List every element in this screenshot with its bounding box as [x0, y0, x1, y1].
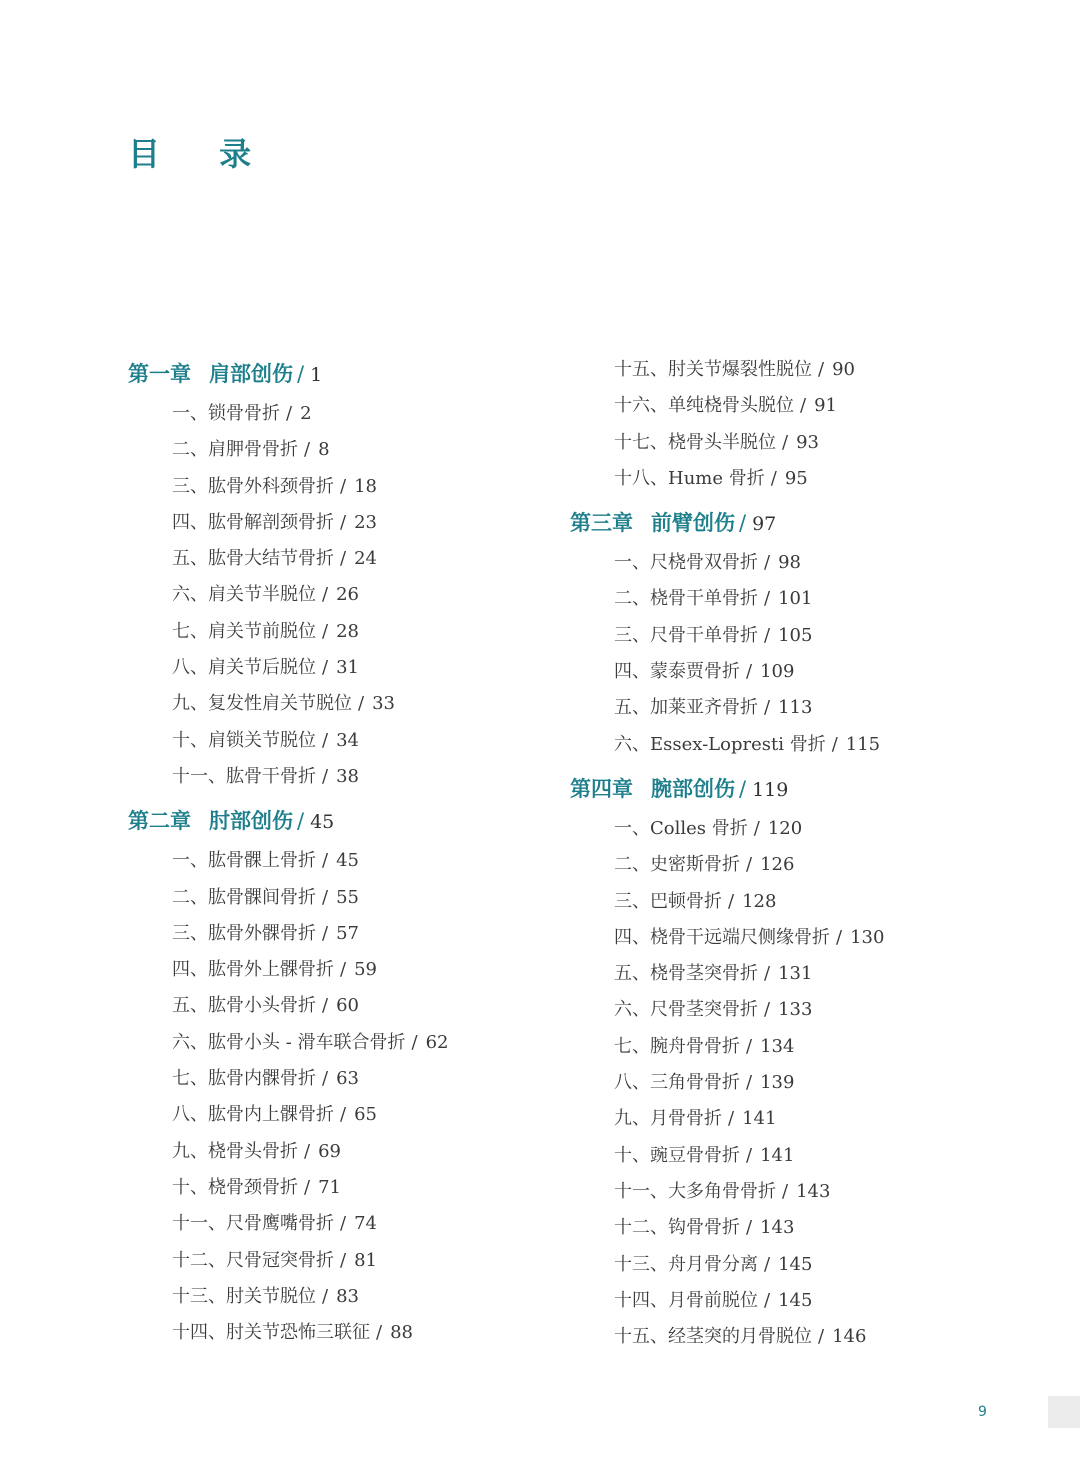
entry-page: 33 — [372, 693, 395, 715]
entry-label: 一、尺桡骨双骨折 — [614, 552, 758, 574]
entry-page: 60 — [336, 995, 359, 1017]
entry-page: 24 — [354, 548, 377, 570]
entry-page: 120 — [767, 817, 803, 839]
entry-page: 128 — [742, 890, 777, 912]
toc-entry[interactable] — [128, 988, 568, 1024]
toc-entry[interactable] — [128, 432, 568, 468]
entry-label: 六、肩关节半脱位 — [172, 584, 316, 606]
entry-page: 38 — [336, 765, 359, 787]
chapter-title: 肩部创伤 — [209, 362, 293, 386]
entry-page: 131 — [778, 963, 813, 985]
toc-entry[interactable] — [570, 1210, 1050, 1246]
entry-label: 十七、桡骨头半脱位 — [614, 431, 776, 453]
separator: / — [782, 1180, 789, 1202]
toc-entry[interactable] — [570, 1029, 1050, 1065]
entry-page: 55 — [336, 886, 359, 908]
toc-entry[interactable] — [128, 1206, 568, 1242]
chapter-heading[interactable] — [570, 501, 1050, 545]
entry-label: 二、肩胛骨骨折 — [172, 439, 298, 461]
entry-page: 109 — [760, 661, 795, 683]
entry-label: 七、腕舟骨骨折 — [614, 1035, 740, 1057]
toc-entry[interactable] — [128, 952, 568, 988]
entry-label: 二、肱骨髁间骨折 — [172, 886, 316, 908]
separator: / — [322, 620, 329, 642]
toc-entry[interactable] — [570, 847, 1050, 883]
page-edge-tab — [1048, 1396, 1080, 1428]
entry-page: 26 — [336, 584, 359, 606]
toc-entry[interactable] — [570, 581, 1050, 617]
chapter-block — [570, 501, 1050, 763]
entry-label: 五、肱骨小头骨折 — [172, 995, 316, 1017]
entry-label: 十一、大多角骨骨折 — [614, 1180, 776, 1202]
entry-page: 69 — [318, 1140, 341, 1162]
entry-label: 三、肱骨外科颈骨折 — [172, 475, 334, 497]
toc-entry[interactable] — [570, 1247, 1050, 1283]
toc-entry[interactable] — [128, 880, 568, 916]
separator: / — [322, 922, 329, 944]
entry-page: 133 — [778, 999, 813, 1021]
entry-label: 十三、肘关节脱位 — [172, 1285, 316, 1307]
entry-page: 65 — [354, 1104, 377, 1126]
entry-label: 九、月骨骨折 — [614, 1108, 722, 1130]
entry-label: 四、蒙泰贾骨折 — [614, 661, 740, 683]
entry-label: 四、桡骨干远端尺侧缘骨折 — [614, 926, 830, 948]
toc-entry[interactable] — [128, 396, 568, 432]
entry-page: 113 — [778, 697, 813, 719]
separator: / — [746, 1072, 753, 1094]
entry-page: 18 — [354, 475, 377, 497]
entry-label: 三、巴顿骨折 — [614, 890, 722, 912]
chapter-block — [128, 799, 568, 1351]
separator: / — [739, 511, 747, 536]
toc-entry[interactable] — [128, 723, 568, 759]
entry-label: 一、锁骨骨折 — [172, 403, 280, 424]
separator: / — [770, 467, 777, 489]
toc-entry[interactable] — [570, 388, 1050, 424]
chapter-heading[interactable] — [128, 352, 568, 396]
chapter-page: 97 — [752, 513, 777, 536]
entry-label: 六、肱骨小头 - 滑车联合骨折 — [172, 1031, 406, 1053]
entry-page: 2 — [300, 403, 312, 424]
toc-entry[interactable] — [570, 1138, 1050, 1174]
toc-entry[interactable] — [570, 884, 1050, 920]
separator: / — [782, 431, 789, 453]
entry-label: 八、肩关节后脱位 — [172, 657, 316, 679]
separator: / — [322, 584, 329, 606]
entry-label: 十五、经茎突的月骨脱位 — [614, 1326, 812, 1348]
chapter-page: 119 — [752, 778, 789, 801]
entry-list-continued — [570, 352, 1050, 497]
separator: / — [358, 693, 365, 715]
entry-page: 91 — [814, 395, 837, 417]
separator: / — [739, 776, 747, 801]
entry-label: 四、肱骨外上髁骨折 — [172, 959, 334, 981]
entry-label: 十五、肘关节爆裂性脱位 — [614, 359, 812, 380]
toc-entry[interactable] — [570, 956, 1050, 992]
page-number: 9 — [978, 1404, 987, 1420]
entry-page: 90 — [832, 359, 855, 380]
entry-label: 五、桡骨茎突骨折 — [614, 963, 758, 985]
separator: / — [728, 890, 735, 912]
entry-label: 五、肱骨大结节骨折 — [172, 548, 334, 570]
entry-page: 28 — [336, 620, 359, 642]
chapter-title: 前臂创伤 — [651, 511, 735, 536]
chapter-title: 腕部创伤 — [651, 776, 735, 801]
chapter-page: 45 — [310, 811, 335, 834]
entry-page: 98 — [778, 552, 801, 574]
entry-label: 十六、单纯桡骨头脱位 — [614, 395, 794, 417]
separator: / — [322, 1068, 329, 1090]
entry-label: 七、肩关节前脱位 — [172, 620, 316, 642]
entry-label: 十一、肱骨干骨折 — [172, 765, 316, 787]
separator: / — [764, 999, 771, 1021]
entry-page: 146 — [832, 1326, 867, 1348]
entry-page: 145 — [778, 1289, 813, 1311]
entry-page: 81 — [354, 1249, 377, 1271]
chapter-number: 第四章 — [570, 776, 633, 801]
entry-label: 三、肱骨外髁骨折 — [172, 922, 316, 944]
separator: / — [764, 588, 771, 610]
toc-entry[interactable] — [128, 1170, 568, 1206]
toc-entry[interactable] — [570, 352, 1050, 388]
toc-entry[interactable] — [128, 650, 568, 686]
separator: / — [286, 403, 293, 424]
entry-label: 二、桡骨干单骨折 — [614, 588, 758, 610]
entry-label: 六、Essex-Lopresti 骨折 — [614, 733, 826, 755]
entry-page: 95 — [784, 467, 808, 489]
separator: / — [340, 475, 347, 497]
toc-entry[interactable] — [570, 618, 1050, 654]
entry-list — [128, 396, 568, 795]
toc-entry[interactable] — [128, 1315, 568, 1351]
toc-entry[interactable] — [570, 1174, 1050, 1210]
separator: / — [322, 765, 329, 787]
toc-entry[interactable] — [570, 1319, 1050, 1355]
entry-page: 88 — [390, 1322, 413, 1344]
toc-entry[interactable] — [570, 727, 1050, 763]
toc-right-column — [570, 352, 1050, 1355]
separator: / — [728, 1108, 735, 1130]
entry-page: 71 — [318, 1176, 341, 1198]
separator: / — [764, 552, 771, 574]
entry-label: 五、加莱亚齐骨折 — [614, 697, 758, 719]
separator: / — [322, 995, 329, 1017]
separator: / — [340, 1213, 347, 1235]
separator: / — [376, 1322, 383, 1344]
separator: / — [818, 1326, 825, 1348]
separator: / — [800, 395, 807, 417]
entry-label: 六、尺骨茎突骨折 — [614, 999, 758, 1021]
entry-list — [128, 843, 568, 1351]
entry-page: 130 — [850, 926, 885, 948]
entry-page: 126 — [760, 854, 795, 876]
chapter-block — [128, 352, 568, 795]
separator: / — [322, 886, 329, 908]
toc-entry[interactable] — [128, 1061, 568, 1097]
entry-list — [570, 811, 1050, 1355]
entry-label: 九、复发性肩关节脱位 — [172, 693, 352, 715]
entry-page: 134 — [760, 1035, 795, 1057]
toc-entry[interactable] — [570, 811, 1050, 847]
entry-label: 二、史密斯骨折 — [614, 854, 740, 876]
entry-label: 四、肱骨解剖颈骨折 — [172, 511, 334, 533]
entry-page: 31 — [336, 657, 359, 679]
entry-page: 62 — [425, 1031, 449, 1053]
entry-page: 23 — [354, 511, 377, 533]
separator: / — [764, 1289, 771, 1311]
toc-entry[interactable] — [128, 577, 568, 613]
toc-entry[interactable] — [128, 1279, 568, 1315]
toc-entry[interactable] — [128, 916, 568, 952]
separator: / — [746, 1144, 753, 1166]
toc-entry[interactable] — [128, 469, 568, 505]
separator: / — [836, 926, 843, 948]
toc-entry[interactable] — [570, 1065, 1050, 1101]
toc-entry[interactable] — [570, 1101, 1050, 1137]
separator: / — [746, 661, 753, 683]
entry-label: 七、肱骨内髁骨折 — [172, 1068, 316, 1090]
entry-label: 九、桡骨头骨折 — [172, 1140, 298, 1162]
entry-label: 十一、尺骨鹰嘴骨折 — [172, 1213, 334, 1235]
chapter-block — [570, 767, 1050, 1355]
separator: / — [818, 359, 825, 380]
separator: / — [764, 1253, 771, 1275]
entry-label: 十二、钩骨骨折 — [614, 1217, 740, 1239]
separator: / — [764, 697, 771, 719]
separator: / — [411, 1031, 418, 1053]
entry-page: 141 — [742, 1108, 777, 1130]
separator: / — [764, 963, 771, 985]
separator: / — [340, 511, 347, 533]
separator: / — [340, 548, 347, 570]
separator: / — [322, 729, 329, 751]
entry-label: 十三、舟月骨分离 — [614, 1253, 758, 1275]
entry-page: 74 — [354, 1213, 377, 1235]
separator: / — [340, 959, 347, 981]
chapter-number: 第一章 — [128, 362, 191, 386]
entry-label: 十、桡骨颈骨折 — [172, 1176, 298, 1198]
toc-entry[interactable] — [128, 1134, 568, 1170]
entry-label: 十四、月骨前脱位 — [614, 1289, 758, 1311]
toc-entry[interactable] — [128, 505, 568, 541]
toc-entry[interactable] — [128, 614, 568, 650]
entry-label: 八、三角骨骨折 — [614, 1072, 740, 1094]
chapter-heading[interactable] — [128, 799, 568, 843]
entry-page: 139 — [760, 1072, 795, 1094]
toc-entry[interactable] — [570, 654, 1050, 690]
entry-label: 三、尺骨干单骨折 — [614, 624, 758, 646]
separator: / — [322, 850, 329, 872]
toc-entry[interactable] — [570, 992, 1050, 1028]
toc-entry[interactable] — [128, 1025, 568, 1061]
chapter-heading[interactable] — [570, 767, 1050, 811]
entry-label: 十四、肘关节恐怖三联征 — [172, 1322, 370, 1344]
entry-label: 十、豌豆骨骨折 — [614, 1144, 740, 1166]
page-title: 目 录 — [128, 135, 276, 173]
entry-label: 十、肩锁关节脱位 — [172, 729, 316, 751]
chapter-title: 肘部创伤 — [209, 809, 293, 834]
entry-label: 十二、尺骨冠突骨折 — [172, 1249, 334, 1271]
toc-entry[interactable] — [570, 1283, 1050, 1319]
toc-entry[interactable] — [128, 1097, 568, 1133]
entry-page: 34 — [336, 729, 359, 751]
entry-page: 143 — [796, 1180, 831, 1202]
toc-entry[interactable] — [570, 545, 1050, 581]
separator: / — [746, 1217, 753, 1239]
entry-page: 59 — [354, 959, 377, 981]
toc-entry[interactable] — [128, 541, 568, 577]
entry-page: 93 — [796, 431, 819, 453]
chapter-number: 第二章 — [128, 809, 191, 834]
entry-page: 141 — [760, 1144, 795, 1166]
chapter-number: 第三章 — [570, 511, 633, 536]
separator: / — [340, 1104, 347, 1126]
entry-page: 83 — [336, 1285, 359, 1307]
entry-list — [570, 545, 1050, 763]
separator: / — [764, 624, 771, 646]
toc-entry[interactable] — [128, 759, 568, 795]
separator: / — [297, 362, 305, 386]
entry-page: 115 — [845, 733, 881, 755]
toc-entry[interactable] — [570, 690, 1050, 726]
separator: / — [746, 854, 753, 876]
entry-page: 101 — [778, 588, 813, 610]
entry-page: 45 — [336, 850, 359, 872]
toc-entry[interactable] — [128, 1243, 568, 1279]
entry-label: 十八、Hume 骨折 — [614, 467, 765, 489]
entry-page: 105 — [778, 624, 813, 646]
toc-entry[interactable] — [570, 920, 1050, 956]
separator: / — [304, 1140, 311, 1162]
toc-entry[interactable] — [570, 461, 1050, 497]
entry-label: 八、肱骨内上髁骨折 — [172, 1104, 334, 1126]
toc-entry[interactable] — [570, 425, 1050, 461]
toc-entry[interactable] — [128, 686, 568, 722]
entry-label: 一、肱骨髁上骨折 — [172, 850, 316, 872]
separator: / — [340, 1249, 347, 1271]
separator: / — [322, 657, 329, 679]
separator: / — [753, 817, 760, 839]
separator: / — [304, 1176, 311, 1198]
separator: / — [831, 733, 838, 755]
entry-label: 一、Colles 骨折 — [614, 817, 748, 839]
separator: / — [322, 1285, 329, 1307]
chapter-page: 1 — [310, 364, 323, 386]
toc-entry[interactable] — [128, 843, 568, 879]
entry-page: 143 — [760, 1217, 795, 1239]
separator: / — [304, 439, 311, 461]
separator: / — [746, 1035, 753, 1057]
entry-page: 63 — [336, 1068, 359, 1090]
separator: / — [297, 809, 305, 834]
entry-page: 8 — [318, 439, 330, 461]
entry-page: 145 — [778, 1253, 813, 1275]
toc-left-column — [128, 352, 568, 1351]
entry-page: 57 — [336, 922, 359, 944]
